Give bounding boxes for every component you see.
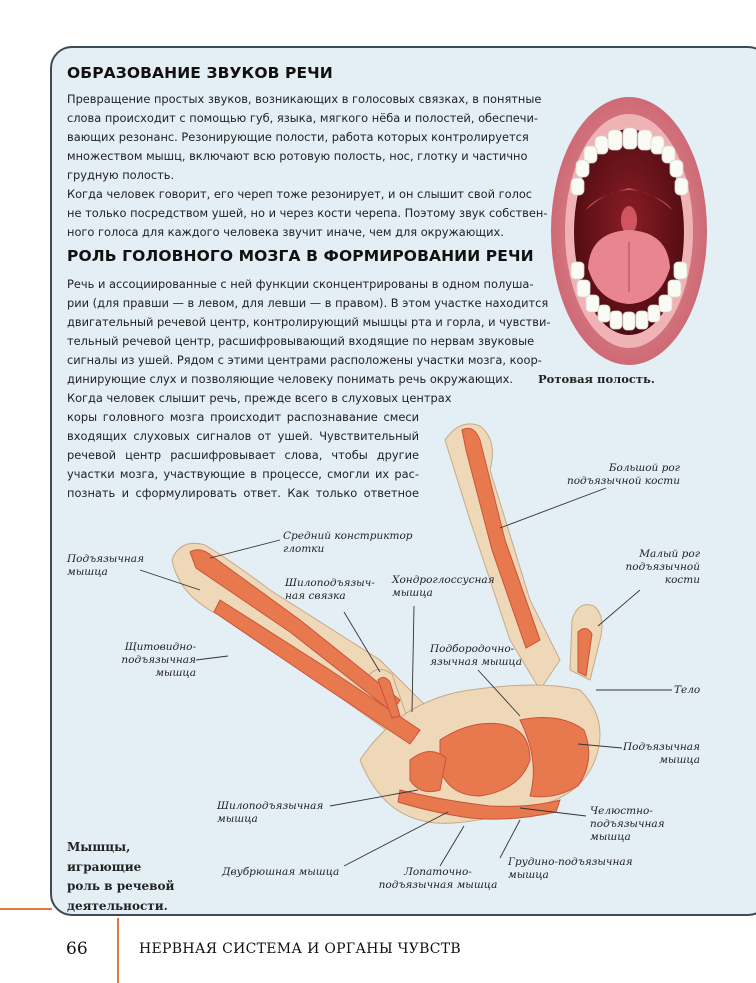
label-mylohyoid: Челюстно- подъязычная мышца bbox=[590, 805, 665, 843]
label-geniohyoid: Подбородочно- язычная мышца bbox=[430, 643, 523, 668]
left-arm-muscle bbox=[190, 550, 400, 712]
label-stylohyoid-ligament: Шилоподъязыч- ная связка bbox=[285, 577, 375, 602]
text-line: Когда человек говорит, его череп тоже резонирует, и он слышит свой голос bbox=[67, 187, 533, 201]
label-body: Тело bbox=[674, 684, 701, 696]
text-line: ного голоса для каждого человека звучит иначе, чем для окружающих. bbox=[67, 225, 504, 239]
text-line: не только посредством ушей, но и через кости черепа. Поэтому звук собствен- bbox=[67, 206, 548, 220]
text-line: рии (для правши — в левом, для левши — в правом). В этом участке находится bbox=[67, 296, 549, 310]
text-line: коры головного мозга происходит распознавание смеси bbox=[67, 410, 419, 424]
greater-horn-muscle bbox=[462, 428, 540, 648]
figure-caption: Мышцы, играющие роль в речевой деятельности. bbox=[67, 840, 175, 913]
text-line: тельный речевой центр, расшифровывающий входящие по нервам звуковые bbox=[67, 334, 535, 348]
label-sternohyoid: Грудино-подъязычная мышца bbox=[508, 856, 633, 881]
text-line: Когда человек слышит речь, прежде всего в слуховых центрах bbox=[67, 391, 452, 405]
text-line: вающих резонанс. Резонирующие полости, работа которых контролируется bbox=[67, 130, 529, 144]
label-lesser-horn: Малый рог подъязычной кости bbox=[625, 548, 700, 586]
text-line: сигналы из ушей. Рядом с этими центрами расположены участки мозга, коор- bbox=[67, 353, 542, 367]
label-hyoid-muscle-left: Подъязычная мышца bbox=[67, 553, 145, 578]
label-greater-horn: Большой рог подъязычной кости bbox=[566, 462, 680, 487]
label-middle-constrictor: Средний констриктор глотки bbox=[283, 530, 413, 555]
running-footer-section: НЕРВНАЯ СИСТЕМА И ОРГАНЫ ЧУВСТВ bbox=[139, 941, 462, 957]
text-line: Речь и ассоциированные с ней функции сконцентрированы в одном полуша- bbox=[67, 277, 534, 291]
label-stylohyoid-muscle: Шилоподъязычная мышца bbox=[217, 800, 324, 825]
text-line: множеством мышц, включают всю ротовую полость, нос, глотку и частично bbox=[67, 149, 528, 163]
text-line: речевой центр расшифровывает слова, чтобы другие bbox=[67, 448, 419, 462]
label-digastric: Двубрюшная мышца bbox=[222, 866, 340, 878]
label-omohyoid: Лопаточно- подъязычная мышца bbox=[378, 866, 498, 891]
section-title-speech-sounds: ОБРАЗОВАНИЕ ЗВУКОВ РЕЧИ bbox=[67, 64, 333, 82]
text-line: участки мозга, участвующие в процессе, смогли их рас- bbox=[67, 467, 419, 481]
label-hyoid-muscle-right: Подъязычная мышца bbox=[622, 741, 700, 766]
text-line: познать и сформулировать ответ. Как только ответное bbox=[67, 486, 419, 500]
label-thyrohyoid: Щитовидно- подъязычная мышца bbox=[121, 641, 196, 679]
label-chondroglossus: Хондроглоссусная мышца bbox=[392, 574, 495, 599]
text-line: грудную полость. bbox=[67, 168, 175, 182]
page-number: 66 bbox=[66, 939, 88, 959]
text-line: Превращение простых звуков, возникающих в голосовых связках, в понятные bbox=[67, 92, 542, 106]
text-line: динирующие слух и позволяющие человеку понимать речь окружающих. bbox=[67, 372, 513, 386]
text-line: слова происходит с помощью губ, языка, мягкого нёба и полостей, обеспечи- bbox=[67, 111, 539, 125]
mouth-caption: Ротовая полость. bbox=[538, 372, 655, 386]
section-title-brain-role: РОЛЬ ГОЛОВНОГО МОЗГА В ФОРМИРОВАНИИ РЕЧИ bbox=[67, 247, 534, 265]
text-line: входящих слуховых сигналов от ушей. Чувствительный bbox=[67, 429, 419, 443]
stylohyoid-muscle-shape bbox=[410, 751, 446, 791]
text-line: двигательный речевой центр, контролирующий мышцы рта и горла, и чувстви- bbox=[67, 315, 551, 329]
